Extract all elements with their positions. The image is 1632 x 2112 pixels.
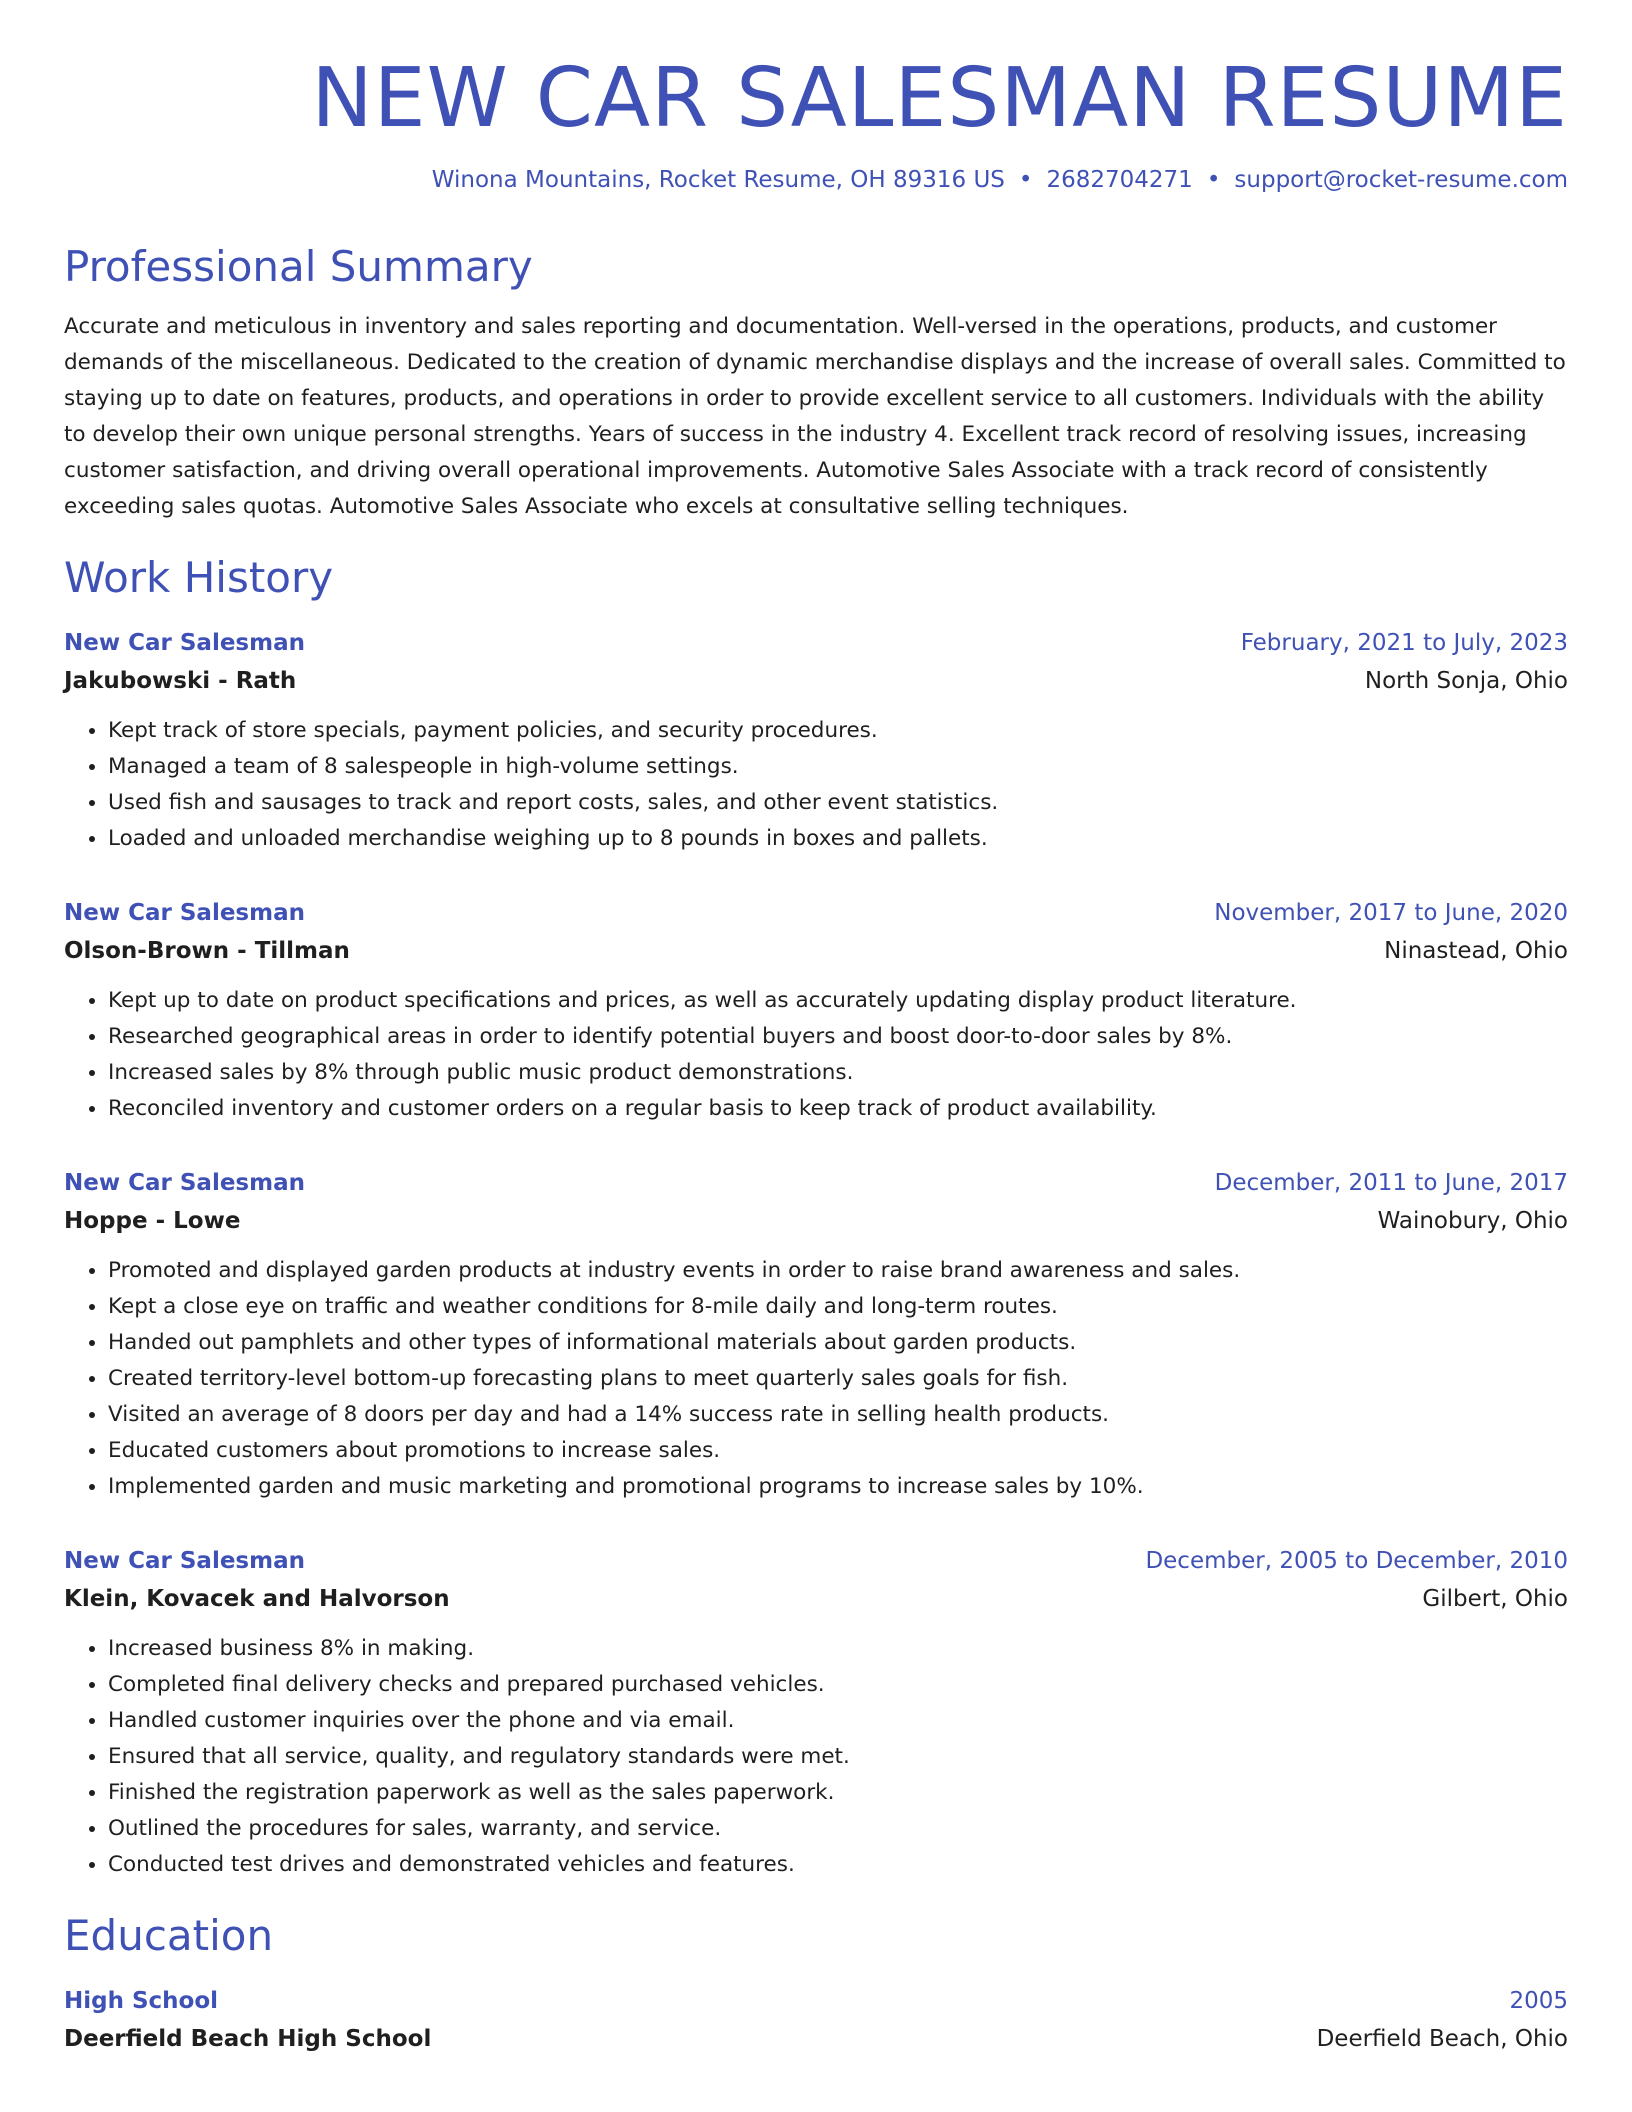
job-bullet-list (64, 1631, 1568, 1883)
section-heading-summary: Professional Summary (64, 242, 533, 292)
job-bullet: • Reconciled inventory and customer orders on a regular basis to keep track of product availability. (108, 1091, 1568, 1127)
job-bullet: • Finished the registration paperwork as well as the sales paperwork. (108, 1775, 1568, 1811)
job-bullet: • Created territory-level bottom-up forecasting plans to meet quarterly sales goals for fish. (108, 1361, 1568, 1397)
education-section (64, 1911, 1568, 2059)
job-bullet: • Handed out pamphlets and other types of informational materials about garden products. (108, 1325, 1568, 1361)
job-title: New Car Salesman (64, 900, 305, 927)
job-bullet: • Educated customers about promotions to increase sales. (108, 1433, 1568, 1469)
job-title: New Car Salesman (64, 1548, 305, 1575)
job-company: Hoppe - Lowe (64, 1208, 241, 1235)
contact-phone: 2682704271 (1046, 167, 1193, 194)
job-bullet: • Researched geographical areas in order to identify potential buyers and boost door-to-door sales by 8%. (108, 1019, 1568, 1055)
job-entry (64, 895, 1568, 1127)
job-dates: December, 2011 to June, 2017 (1214, 1170, 1568, 1197)
contact-email: support@rocket-resume.com (1234, 167, 1568, 194)
job-bullet: • Managed a team of 8 salespeople in high-volume settings. (108, 749, 1568, 785)
job-location: North Sonja, Ohio (1364, 668, 1568, 695)
job-bullet: • Increased business 8% in making. (108, 1631, 1568, 1667)
job-bullet: • Conducted test drives and demonstrated vehicles and features. (108, 1847, 1568, 1883)
job-entry (64, 1165, 1568, 1505)
job-bullet: • Implemented garden and music marketing and promotional programs to increase sales by 10%. (108, 1469, 1568, 1505)
education-school: Deerfield Beach High School (64, 2026, 432, 2053)
job-dates: December, 2005 to December, 2010 (1145, 1548, 1568, 1575)
work-history-section (64, 553, 1568, 1883)
job-location: Ninastead, Ohio (1384, 938, 1568, 965)
job-bullet: • Increased sales by 8% through public music product demonstrations. (108, 1055, 1568, 1091)
job-bullet: • Handled customer inquiries over the phone and via email. (108, 1703, 1568, 1739)
education-degree: High School (64, 1988, 219, 2015)
job-bullet-list (64, 983, 1568, 1127)
contact-address: Winona Mountains, Rocket Resume, OH 89316 US (431, 167, 1005, 194)
job-bullet: • Loaded and unloaded merchandise weighing up to 8 pounds in boxes and pallets. (108, 821, 1568, 857)
job-dates: November, 2017 to June, 2020 (1214, 900, 1568, 927)
resume-header (64, 50, 1568, 196)
job-bullet: • Kept up to date on product specifications and prices, as well as accurately updating display product literature. (108, 983, 1568, 1019)
education-location: Deerfield Beach, Ohio (1316, 2026, 1568, 2053)
job-bullet-list (64, 713, 1568, 857)
job-bullet: • Kept track of store specials, payment policies, and security procedures. (108, 713, 1568, 749)
contact-separator: • (1206, 167, 1221, 194)
job-company: Klein, Kovacek and Halvorson (64, 1586, 450, 1613)
job-bullet-list (64, 1253, 1568, 1505)
contact-separator: • (1018, 167, 1033, 194)
job-bullet: • Completed final delivery checks and prepared purchased vehicles. (108, 1667, 1568, 1703)
job-bullet: • Visited an average of 8 doors per day and had a 14% success rate in selling health products. (108, 1397, 1568, 1433)
section-heading-work: Work History (64, 552, 334, 602)
job-bullet: • Ensured that all service, quality, and regulatory standards were met. (108, 1739, 1568, 1775)
job-company: Jakubowski - Rath (64, 668, 297, 695)
education-year: 2005 (1509, 1988, 1568, 2015)
contact-line (64, 166, 1568, 196)
job-company: Olson-Brown - Tillman (64, 938, 350, 965)
job-bullet: • Used fish and sausages to track and report costs, sales, and other event statistics. (108, 785, 1568, 821)
summary-text: Accurate and meticulous in inventory and sales reporting and documentation. Well-versed in the operations, products, and customer demands of the miscellaneous. Dedicated to the creation of dynamic merchandise displays and the increase of overall sales. Committed to staying up to date on features, products, and operations in order to provide excellent service to all customers. Individuals with the ability to develop their own unique personal strengths. Years of success in the industry 4. Excellent track record of resolving issues, increasing customer satisfaction, and driving overall operational improvements. Automotive Sales Associate with a track record of consistently exceeding sales quotas. Automotive Sales Associate who excels at consultative selling techniques. (64, 313, 1566, 519)
job-bullet: • Kept a close eye on traffic and weather conditions for 8-mile daily and long-term routes. (108, 1289, 1568, 1325)
job-entry (64, 625, 1568, 857)
resume-title: NEW CAR SALESMAN RESUME (311, 51, 1568, 146)
professional-summary-section (64, 242, 1568, 524)
education-entry (64, 1983, 1568, 2059)
job-title: New Car Salesman (64, 630, 305, 657)
job-location: Gilbert, Ohio (1422, 1586, 1568, 1613)
resume-page (64, 50, 1568, 2059)
job-title: New Car Salesman (64, 1170, 305, 1197)
job-bullet: • Promoted and displayed garden products at industry events in order to raise brand awareness and sales. (108, 1253, 1568, 1289)
job-location: Wainobury, Ohio (1377, 1208, 1568, 1235)
section-heading-education: Education (64, 1911, 274, 1961)
job-entry (64, 1543, 1568, 1883)
job-dates: February, 2021 to July, 2023 (1240, 630, 1568, 657)
job-bullet: • Outlined the procedures for sales, warranty, and service. (108, 1811, 1568, 1847)
